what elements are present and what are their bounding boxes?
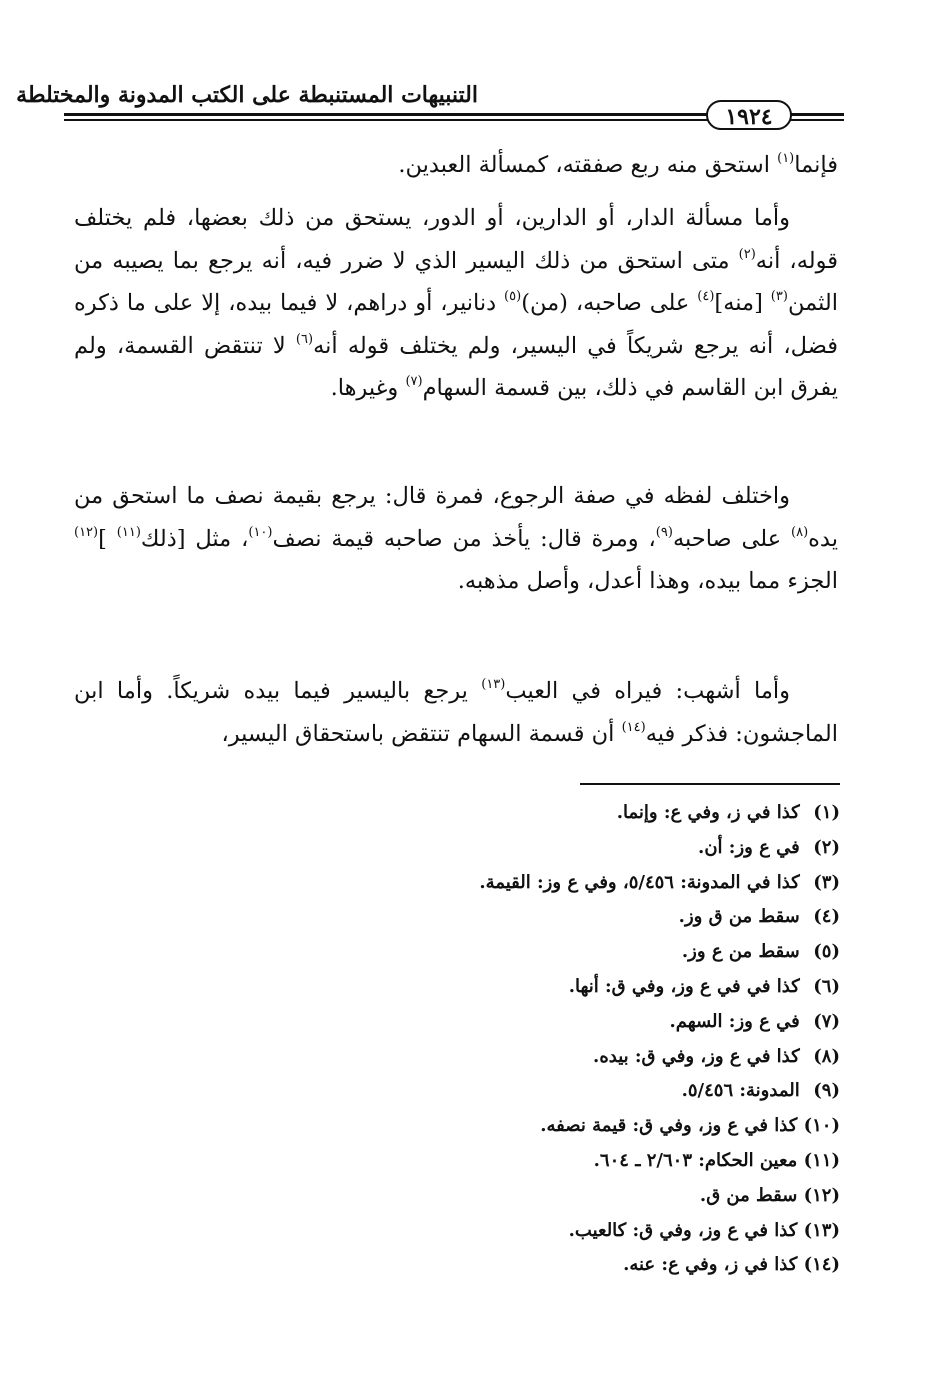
footnote-ref[interactable]: (٨) [791,524,809,540]
footnote-item [160,1179,840,1214]
footnote-ref[interactable]: (٩) [655,524,673,540]
footnote-item [160,1248,840,1283]
paragraph-2 [74,197,838,410]
text-run: يرجع باليسير فيما بيده شريكاً. وأما ابن الماجشون: فذكر فيه [74,678,838,747]
footnote-number: (٩) [813,1080,840,1102]
text-run: على صاحبه [672,525,791,552]
paragraph-3 [74,475,838,603]
footnote-ref[interactable]: (٦) [295,331,314,347]
footnote-ref[interactable]: (١٠) [248,524,273,540]
footnote-text: سقط من ق. [699,1184,798,1206]
footnote-number: (٨) [813,1045,840,1067]
text-run: وأما أشهب: فيراه في العيب [505,678,790,704]
paragraph-1 [74,144,838,187]
text-run: متى استحق من ذلك اليسير الذي لا ضرر فيه، أنه يرجع بما يصيبه من الثمن [74,247,838,316]
footnote-item [160,866,840,901]
footnote-ref[interactable]: (٧) [405,374,423,389]
footnote-ref[interactable]: (٣) [770,289,788,304]
footnote-text: كذا في ع وز، وفي ق: كالعيب. [568,1219,798,1241]
footnote-ref[interactable]: (١١) [116,524,141,540]
footnote-number: (١١) [803,1149,840,1171]
text-run: [منه] [714,290,771,316]
footnote-text: معين الحكام: ٢/٦٠٣ ـ ٦٠٤. [593,1149,798,1171]
footnote-text: في ع وز: أن. [698,836,800,858]
footnote-text: كذا في ع وز، وفي ق: بيده. [593,1045,800,1067]
footnote-ref[interactable]: (٥) [504,289,522,304]
header-rule-thin [64,119,708,121]
page-number: ١٩٢٤ [706,100,792,130]
paragraph-4 [74,670,838,755]
footnote-text: سقط من ق وز. [678,906,800,928]
footnote-number: (٣) [813,871,840,893]
footnote-number: (٢) [813,836,840,858]
text-run: لا تنتقض القسمة، ولم يفرق ابن القاسم في ذلك، بين قسمة السهام [74,332,838,401]
footnote-item [160,900,840,935]
footnote-number: (١٢) [803,1184,840,1206]
text-run: ، مثل [ذلك [140,525,249,552]
running-title: التنبيهات المستنبطة على الكتب المدونة والمختلطة [16,82,478,108]
footnote-item [160,1214,840,1249]
footnote-text: كذا في ز، وفي ع: وإنما. [616,802,800,823]
footnote-number: (٦) [813,975,840,997]
text-run: ، ومرة قال: يأخذ من صاحبه قيمة نصف [272,525,656,552]
footnote-item [160,1005,840,1040]
footnote-ref[interactable]: (٤) [697,289,715,304]
text-run: فإنما [794,152,838,178]
footnote-item [160,796,840,831]
footnote-item [160,1109,840,1144]
text-run: وأما مسألة الدار، أو الدارين، أو الدور، يستحق من ذلك بعضها، فلم يختلف قوله، أنه [74,205,838,274]
footnote-number: (٤) [813,906,840,928]
footnote-text: المدونة: ٥/٤٥٦. [681,1080,800,1102]
footnote-text: كذا في المدونة: ٥/٤٥٦، وفي ع وز: القيمة. [479,871,800,893]
text-run: دنانير، أو دراهم، لا فيما بيده، إلا على ما ذكره فضل، أنه يرجع شريكاً في اليسير، ولم يختلف قوله أنه [74,290,838,359]
footnote-item [160,970,840,1005]
text-run: استحق منه ربع صفقته، كمسألة العبدين. [398,152,778,178]
text-run: الجزء مما بيده، وهذا أعدل، وأصل مذهبه. [457,568,838,594]
text-run: وغيرها. [330,375,406,401]
footnote-text: كذا في في ع وز، وفي ق: أنها. [568,975,800,997]
text-run: ] [98,525,117,552]
footnote-text: سقط من ع وز. [681,941,800,963]
footnote-item [160,831,840,866]
text-run: واختلف لفظه في صفة الرجوع، فمرة قال: يرجع بقيمة نصف ما استحق من يده [74,483,839,552]
footnote-separator [580,783,840,785]
footnote-number: (١) [813,802,840,823]
footnote-number: (٧) [813,1010,840,1032]
footnote-item [160,1074,840,1109]
footnote-item [160,1040,840,1075]
footnote-number: (٥) [813,941,840,963]
footnote-item [160,1144,840,1179]
footnote-ref[interactable]: (١٣) [481,677,506,692]
footnote-text: كذا في ع وز، وفي ق: قيمة نصفه. [540,1115,798,1137]
footnote-number: (١٠) [803,1115,840,1137]
footnote-ref[interactable]: (١٤) [621,719,646,735]
footnote-ref[interactable]: (١) [777,151,795,166]
footnote-text: في ع وز: السهم. [669,1010,800,1032]
header-rule-thick [64,113,708,116]
footnote-ref[interactable]: (١٢) [74,524,99,540]
text-run: على صاحبه، (من) [521,290,698,316]
footnote-list [160,796,840,1283]
footnote-ref[interactable]: (٢) [738,246,756,262]
header-rule-thin-right [790,119,844,121]
footnote-number: (١٣) [803,1219,840,1241]
footnote-item [160,935,840,970]
text-run: أن قسمة السهام تنتقض باستحقاق اليسير، [221,720,622,747]
footnote-text: كذا في ز، وفي ع: عنه. [623,1254,798,1276]
header-rule-thick-right [790,113,844,116]
footnote-number: (١٤) [803,1254,840,1276]
